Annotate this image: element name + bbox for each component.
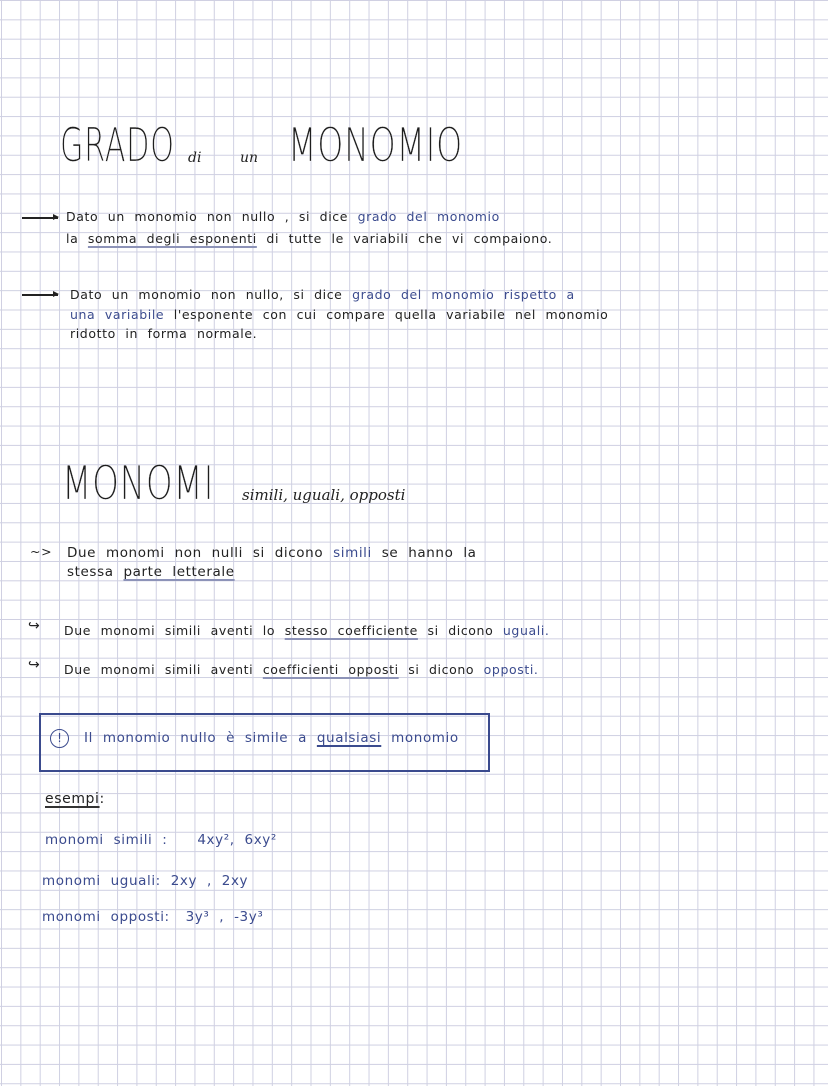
text: l'esponente con cui compare quella variabile nel monomio bbox=[173, 307, 609, 322]
example-row-opposti bbox=[42, 909, 263, 925]
text: Due monomi simili aventi bbox=[64, 662, 254, 677]
highlight-term: grado del monomio rispetto a bbox=[352, 287, 575, 302]
def1-line1 bbox=[66, 209, 500, 224]
underlined-term: somma degli esponenti bbox=[87, 231, 257, 246]
example-value: 4xy², 6xy² bbox=[197, 832, 277, 848]
text: Due monomi simili aventi lo bbox=[64, 623, 276, 638]
example-value: 2xy , 2xy bbox=[170, 873, 249, 889]
text: si dicono bbox=[408, 662, 475, 677]
underlined-term: parte letterale bbox=[123, 564, 235, 580]
title-un: un bbox=[240, 150, 259, 166]
text: Il monomio nullo è simile a bbox=[84, 730, 307, 746]
squiggle-arrow-icon: ~> bbox=[30, 544, 53, 559]
def2-line3: ridotto in forma normale. bbox=[70, 326, 258, 341]
text: si dicono bbox=[427, 623, 494, 638]
hook-arrow-icon: ↪ bbox=[28, 618, 40, 634]
exclamation-icon: ! bbox=[50, 729, 69, 748]
text: Dato un monomio non nullo , si dice bbox=[66, 209, 349, 224]
example-label: monomi uguali: bbox=[42, 873, 161, 889]
text: di tutte le variabili che vi compaiono. bbox=[266, 231, 553, 246]
text: monomio bbox=[391, 730, 459, 746]
example-row-simili bbox=[45, 832, 277, 848]
title-monomio: MONOMIO bbox=[288, 118, 463, 172]
highlight-term: una variabile bbox=[70, 307, 165, 322]
colon: : bbox=[99, 791, 105, 807]
example-label: monomi opposti: bbox=[42, 909, 170, 925]
def1-line2 bbox=[66, 231, 552, 246]
example-label: monomi simili : bbox=[45, 832, 168, 848]
text: Due monomi non nulli si dicono bbox=[67, 545, 324, 561]
underlined-term: qualsiasi bbox=[316, 730, 382, 746]
simili-line1 bbox=[67, 545, 477, 561]
title-monomi: MONOMI bbox=[62, 456, 215, 510]
arrow-icon bbox=[22, 217, 58, 219]
subtitle: simili, uguali, opposti bbox=[242, 486, 406, 504]
note-text bbox=[84, 730, 459, 746]
uguali-line bbox=[64, 623, 549, 638]
def2-line2 bbox=[70, 307, 608, 322]
highlight-term: simili bbox=[333, 545, 372, 561]
highlight-term: uguali. bbox=[502, 623, 550, 638]
text: Dato un monomio non nullo, si dice bbox=[70, 287, 343, 302]
hook-arrow-icon: ↪ bbox=[28, 657, 40, 673]
examples-heading bbox=[45, 791, 105, 807]
highlight-term: opposti. bbox=[483, 662, 539, 677]
arrow-icon bbox=[22, 294, 58, 296]
title-di: di bbox=[188, 150, 202, 166]
text: la bbox=[66, 231, 79, 246]
highlight-term: grado del monomio bbox=[357, 209, 500, 224]
text: stessa bbox=[67, 564, 114, 580]
simili-line2 bbox=[67, 564, 235, 580]
opposti-line bbox=[64, 662, 539, 677]
underlined-term: stesso coefficiente bbox=[284, 623, 418, 638]
example-value: 3y³ , -3y³ bbox=[185, 909, 264, 925]
underlined-term: coefficienti opposti bbox=[262, 662, 399, 677]
heading-text: esempi bbox=[45, 791, 100, 807]
text: se hanno la bbox=[381, 545, 477, 561]
title-grado: GRADO bbox=[60, 118, 175, 172]
def2-line1 bbox=[70, 287, 575, 302]
example-row-uguali bbox=[42, 873, 248, 889]
